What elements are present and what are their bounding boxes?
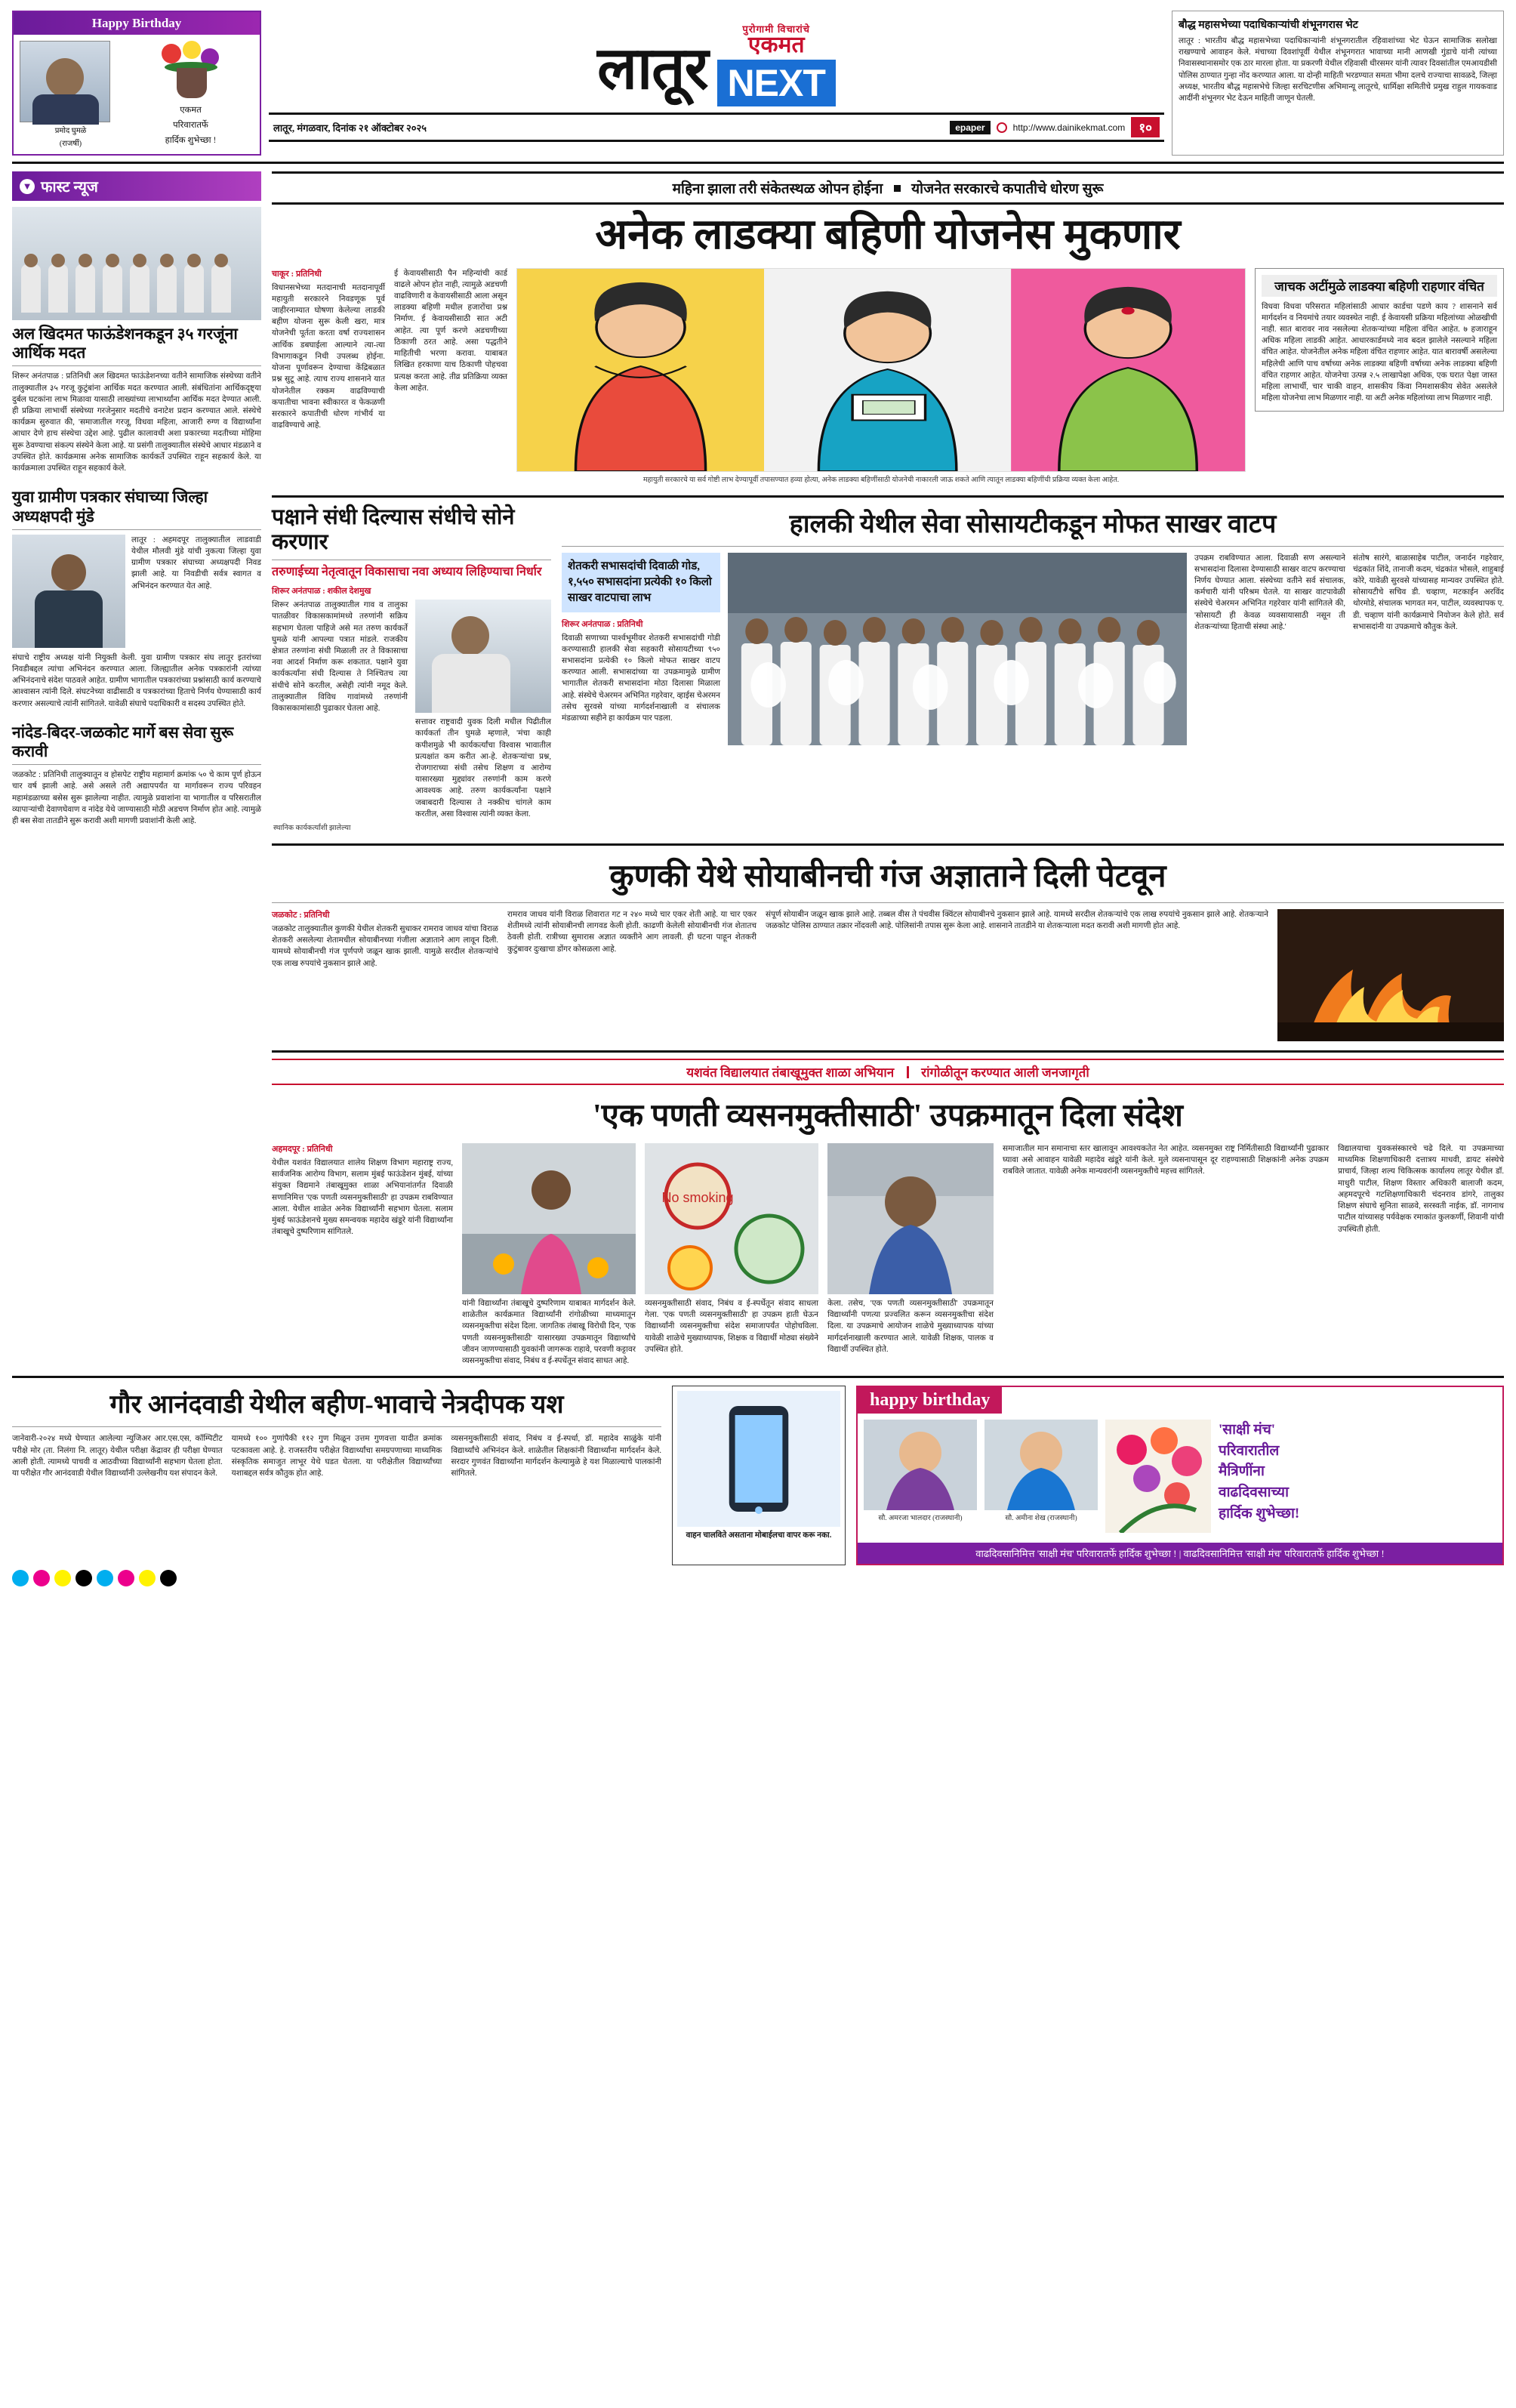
sidebar-body-2: जळकोट : प्रतिनिधी तालुक्यातून व होसपेट राष्ट्रीय महामार्ग क्रमांक ५० चे काम पूर्ण होऊन चार वर्ष झाली आहे. असे असले तरी अद्यापपर्यंत या मार्गावरून राज्य परिवहन महामंडळाच्या बसेस सुरू झालेल्या नाहीत. त्यामुळे प्रवाशांना या भागातील व परिसरातील व्यापाऱ्यांची देवाणघेवाण व नांदेड येथे जाण्यासाठी मोठी अडचण निर्माण होत आहे. त्यामुळे ही बस सेवा तातडीने सुरू करावी अशी मागणी प्रवाशांनी केली आहे. [12,771,261,826]
story-vyasan-headline: 'एक पणती व्यसनमुक्तीसाठी' उपक्रमातून दिला संदेश [593,1099,1183,1134]
story-party [272,505,551,834]
top-right-body: लातूर : भारतीय बौद्ध महासभेच्या पदाधिकाऱ्यांनी शंभूनगरातील रहिवाशांच्या भेट घेऊन सामाजिक सलोखा राखण्याचे आवाहन केले. मंचाच्या दिवशांपूर्वी येथील शंभूनगरात भावाच्या मानी आणखी गुंडाचे यांनी त्यांच्या निवासस्थानासमोर एक ठार मारला होता. या प्रकरणी येथील रहिवासी धीरसमर यांनी त्यावर दिवसांतील एमआयडीसी पोलिस ठाण्यात गुन्हा नोंद करण्यात आला. या दोन्ही माहिती भरडण्यात समता भीमा दलचे राज्याचा सावळदे, जिल्हा अध्यक्ष, भारतीय बौद्ध महासभेचे जिल्हा सरचिटणीस अभिमान्यू लातूरचे, धार्मिक्षा समितीचे प्रमुख राहुल गायकवाड आदींनी शंभूनगर भेट देऊन माहिती जाणून घेतली. [1179,37,1497,103]
registration-dot [75,1570,92,1586]
bottom-hb-title: happy birthday [858,1387,1002,1414]
registration-dot [139,1570,156,1586]
website-url[interactable]: http://www.dainikekmat.com [1012,122,1126,133]
top-right-story [1172,11,1504,156]
story-sugar-body-left: दिवाळी सणाच्या पार्श्वभूमीवर शेतकरी सभासदांची गोडी करण्यासाठी हालकी सेवा सहकारी सोसायटीच्या ९५० सभासदांना प्रत्येकी १० किलो मोफत साखर वाटप करण्यात आली. सभासदांच्या या उपक्रमामुळे ग्रामीण भागातील शेतकरी सभासदांना मोठा दिलासा मिळाला आहे. संस्थेचे चेअरमन अभिनित गहरेवार, व्हाईस चेअरमन तसेच सुरवसे यांच्या मार्गदर्शनाखाली व संचालक मंडळाच्या सहीने हा कार्यक्रम पार पडला. [562,634,720,723]
story-vyasan-strap-right: रांगोळीतून करण्यात आली जनजागृती [921,1065,1089,1081]
page-number: १० [1131,117,1160,137]
story-party-subhead: तरुणाईच्या नेतृत्वातून विकासाचा नवा अध्याय लिहिण्याचा निर्धार [272,566,542,579]
story-sugar-blue-panel: शेतकरी सभासदांची दिवाळी गोड, १,५५० सभासदांना प्रत्येकी १० किलो साखर वाटपाचा लाभ [562,553,720,612]
paper-title: लातूर [597,35,708,101]
paper-tagline-big: एकमत [747,32,805,57]
registration-dot [54,1570,71,1586]
story-soybean-body-right: संपूर्ण सोयाबीन जळून खाक झाले आहे. तब्बल वीस ते पंचवीस क्विंटल सोयाबीनचे नुकसान झाले आहे. यामध्ये सरदील शेतकऱ्यांचे एक लाख रुपयांचे नुकसान झाले आहे. शेतकऱ्याने जळकोट पोलिस ठाण्यात तक्रार नोंदवली आहे. पोलिसांनी तपास सुरू केला आहे. शासनाने तातडीने या शेतकऱ्याला मदत करावी अशी मागणी होत आहे. [766,911,1268,931]
story-party-photo [415,600,551,713]
bottom-hb-photo-1 [864,1420,977,1510]
lead-headline: अनेक लाडक्या बहिणी योजनेस मुकणार [595,211,1181,258]
birthday-wish-line2: परिवारातर्फे [173,121,208,131]
lead-topline [272,171,1504,205]
bottom-hb-line-2: मैत्रिणींना [1219,1463,1265,1480]
lead-col1: विधानसभेच्या मतदानाची मतदानापूर्वी महायुती सरकारने निवडणूक पूर्व जाहीरनाम्यात घोषणा केलेल्या लाडकी बहीण योजना सुरू केली खरा, मात्र योजनेची पूर्तता करता वर्षा राज्यशासन आर्थिक डबघाईला आल्याने त्या-त्या विभागाकडून निधी उपलब्ध होईना. योजना पूर्णावरून देण्याचा केंद्रिबळात प्रश्न सुटू आहे. त्याच राज्य शासनाने यात योजनेतील रक्कम वाढविण्याची कपातीचा भावना स्वीकारत व फेकळणी सरकारने कपातीची धोरण गांभीर्य या वाढविण्याचे आहे. [272,283,385,430]
happy-birthday-title: Happy Birthday [14,12,260,35]
story-vyasan-photo-3 [827,1143,994,1294]
lead-illustration [516,268,1246,472]
lead-illustration-caption: महायुती सरकारचे या सर्व गोष्टी लाभ देण्यापूर्वी तपासण्यात हव्या होत्या, अनेक लाडक्या बहिणींसाठी योजनेची नाकारली जाऊ शकते आणि त्यातून लाडक्या बहिणींची प्रक्रिया व्यक्त केला आहेत. [642,476,1120,484]
sidebar-byline-1: लातूर : अहमदपूर तालुक्यातील लाडवाडी येथील मौलवी मुंडे यांची नुकत्या जिल्हा युवा ग्रामीण पत्रकार संघाच्या अध्यक्षपदी निवड झाली आहे. या निवडीची सर्वत्र स्वागत व अभिनंदन करण्यात येत आहे. [131,535,261,590]
story-party-body-right: सत्तावर राष्ट्रवादी युवक दिली मधील पिढीतील कार्यकर्ता तीन घुमळे म्हणाले, 'मंचा काही कपीशमुळे भी कार्यकर्त्यांचा विश्वास भावातील प्रत्यक्षांत कम करीत आ-हे. शेतकऱ्यांचा प्रश्न, रोजगाराच्या संधी तसेच शिक्षण व आरोग्य यासारख्या मुद्द्यांवर तरुणांनी काम करणे आवश्यक आहे. तरुण कार्यकर्त्यांना पक्षाने जबाबदारी दिल्यास ते नक्कीच चांगले काम करतील, असा विश्वास त्यांनी व्यक्त केला. [415,718,551,819]
fast-news-sidebar [12,171,261,1367]
registration-dot [118,1570,134,1586]
story-bottom-body-mid: यामध्ये १०० गुणांपैकी ११२ गुण मिळून उत्तम गुणवत्ता यादीत क्रमांक पटकावला आहे. हे. राजस्तरीय परीक्षेत विद्यार्थ्यांचा समग्रपणाच्या माध्यमिक संस्कृतिक समाजुत लाभूर येथे घडत घेतला. या परीक्षेतील विद्यार्थ्यांच्या यशाबद्दल सर्वत्र कौतुक होत आहे. [231,1435,442,1478]
lead-col2: ई केवायसीसाठी पैन महिन्यांची कार्ड वाढले ओपन होत नाही, त्यामुळे अडचणी वाढविणारी व केवायसीसाठी आला असून लाडक्या बहिणी मधील हजारोंचा प्रश्न निर्माण. ई केवायसीसाठी सात अटी आहेत. त्या पूर्ण करणे अडचणीच्या ठिकाणी ठरत आहे. असा पद्धतीने माहितीची भरणा करावा. याबाबत लिखित हरकाणा याच ठिकाणी पोहचवा प्रत्यक्ष करता आहे. तीव्र प्रतिक्रिया व्यक्त केला आहेत. [394,269,507,393]
bottom-hb-footer: वाढदिवसानिमित्त 'साक्षी मंच' परिवारातर्फे हार्दिक शुभेच्छा ! | वाढदिवसानिमित्त 'साक्षी मंच' परिवारातर्फे हार्दिक शुभेच्छा ! [858,1543,1502,1564]
lead-side-box-body: विधवा विधवा परिसरात महिलांसाठी आधार कार्डचा पडणे काय ? शासनाने सर्व मार्गदर्शन व नियमांचे तयार व्यवस्थेत नाही. ई केवायसी प्रक्रिया महिलांच्या ओळखीची नाही. सात बारावर नाव नसलेल्या शेतकऱ्यांच्या महिला वंचित आहेत. ७ हजाराहून अधिक महिला लाडकी आहेत. आधारकार्डमध्ये नाव बदल झालेले नसल्याने महिला वंचित आहेत. योजनेतील अनेक महिला वंचित राहणार आहेत. यात बारावर्षी असलेल्या महिलेची आणि पाच वर्षाच्या अनेक लाडक्या बहिणी वर्षाच्या अनेक लाडक्या बहिणी वंचित राहणार आहेत. योजनेचा उत्पन्न २.५ लाखापेक्षा अधिक, एक घरात पेक्षा जास्त महिला लाभार्थी, चार चाकी वाहन, शासकीय किंवा निमशासकीय सेवेत असलेले महिला योजनेचा लाभ मिळणार नाही. या अटी अनेक महिलांच्या लाभ मिळणार नाही. [1262,302,1497,403]
globe-icon [997,122,1007,133]
registration-dot [160,1570,177,1586]
strap-divider [907,1066,909,1078]
sidebar-item-2[interactable] [12,719,261,827]
birthday-person-name: प्रमोद घुमळे [54,127,87,135]
paper-tagline-small: पुरोगामी विचारांचे [742,23,811,35]
ad-mobile-text: वाहन चालविते असताना मोबाईलचा वापर करू नका. [686,1531,832,1540]
story-vyasan-col2: यांनी विद्यार्थ्यांना तंबाखूचे दुष्परिणाम याबाबत मार्गदर्शन केले. शाळेतील कार्यक्रमात विद्यार्थ्यांनी रांगोळीच्या माध्यमातून व्यसनमुक्तीचा संदेश दिला. जागतिक तंबाखू विरोधी दिन, 'एक पणती व्यसनमुक्तीसाठी' यासारख्या उपक्रमातून विद्यार्थ्यांचे जीवन जाणण्यासाठी युवकांनी जागरूक राहावे, परवणी कट्टावर व्यसनमुक्तीचा संवाद, निबंध व ई-स्पर्धेतून संवाद साधत आहे. [462,1300,636,1366]
bottom-hb-line-3: वाढदिवसाच्या [1219,1485,1289,1500]
lead-side-box-title: जाचक अटींमुळे लाडक्या बहिणी राहणार वंचित [1262,275,1497,297]
story-vyasan-photo-1 [462,1143,636,1294]
story-vyasan-col1: येथील यशवंत विद्यालयात शालेय शिक्षण विभाग महाराष्ट्र राज्य, सार्वजनिक आरोग्य विभाग, सलाम मुंबई फाऊंडेशन मुंबई, यांच्या संयुक्त विद्यमाने तंबाखूमुक्त शाळा अभियानांतर्गत दिवाळी सणानिमित्त 'एक पणती व्यसनमुक्तीसाठी' हा उपक्रम राबविण्यात आला. येथील शाळेत अनेक विद्यार्थ्यांनी सहभाग घेतला. सलाम मुंबई फाऊंडेशनचे मुख्य समन्वयक महादेव खंडूरे यांनी विद्यार्थ्यांना तंबाखूचे दुष्परिणाम सांगितले. [272,1159,453,1237]
masthead-center [269,11,1164,156]
birthday-wish-line1: एकमत [180,106,202,115]
lead-topline-left: महिना झाला तरी संकेतस्थळ ओपन होईना [672,181,883,197]
story-bottom-headline: गौर आनंदवाडी येथील बहीण-भावाचे नेत्रदीपक यश [109,1391,564,1420]
story-soybean-body-left: जळकोट तालुक्यातील कुणकी येथील शेतकरी सुधाकर रामराव जाधव यांचा विराळ शेतकरी असलेल्या शेतामधील सोयाबीनच्या गंजीला अज्ञाताने आग लावून दिली. यामध्ये सोयाबीनची गंज पूर्णपणे जळून खाक झाली. यामुळे सरदील शेतकऱ्यांचे एक लाख रुपयांचे नुकसान झाले आहे. [272,925,498,968]
sidebar-headline-1: युवा ग्रामीण पत्रकार संघाच्या जिल्हा अध्यक्षपदी मुंडे [12,488,208,526]
bottom-band [12,1386,1504,1565]
registration-dot [12,1570,29,1586]
story-vyasan-byline: अहमदपूर : प्रतिनिधी [272,1145,333,1155]
story-bottom-body-right: व्यसनमुक्तीसाठी संवाद, निबंध व ई-स्पर्धा, डॉ. महादेव साळुंके यांनी विद्यार्थ्यांचे अभिनंदन केले. शाळेतील शिक्षकांनी विद्यार्थ्यांना मार्गदर्शन केले. सरदार गुणवंत विद्यार्थ्यांना मार्गदर्शन केल्यामुळे हे यश मिळाल्याचे पालकांनी सांगितले. [451,1435,662,1478]
story-vyasan-col6: विद्यालयाचा युवकसंस्कारचे चढे दिले. या उपक्रमाच्या माध्यमिक शिक्षणाधिकारी दत्तात्रय माधवी, डायट संस्थेचे प्राचार्य, जिल्हा शल्य चिकित्सक कार्यालय लातूर येथील डॉ. माधुरी पाटील, शिक्षण विस्तार अधिकारी बालाजी कदम, अहमदपूरचे गटशिक्षणाधिकारी चंदनराव डांगरे, तालुका शिक्षण संघाचे सुनिता साळवे, सरस्वती नाईक, डॉ. नागनाथ पाटील यांच्यासह पर्यवेक्षक रमाकांत कुलकर्णी, शिवानी यांची उपस्थिती होती. [1338,1145,1504,1234]
sidebar-photo-1 [12,535,125,648]
story-soybean-body-mid: रामराव जाधव यांनी विराळ शिवारात गट न २४० मध्ये चार एकर शेती आहे. या चार एकर शेतीमध्ये त्यांनी सोयाबीनची लागवड केली होती. काढणी केलेली सोयाबीनची गंज शेतातच ठेवली होती. रात्रीच्या सुमारास अज्ञात व्यक्तीने आग लावली. ही घटना पाहून शेतकरी कुटुंबावर दुःखाचा डोंगर कोसळला आहे. [507,911,756,954]
story-vyasan-col5: समाजातील मान समानाचा स्तर खालावून आवश्यकतेत नेत आहेत. व्यसनमुक्त राष्ट्र निर्मितीसाठी विद्यार्थ्यांनी पुढाकार घ्यावा असे आवाहन यावेळी महादेव खंडूरे यांनी केले. मुले व्यसनापासून दूर राहण्यासाठी शिक्षकांनी अनेक उपक्रम राबविले जातात. यावेळी अनेक मान्यवरांनी व्यसनमुक्तीचे महत्त्व सांगितले. [1003,1145,1329,1176]
sidebar-body-0: शिरूर अनंतपाळ : प्रतिनिधी अल खिदमत फाऊंडेशनच्या वतीने सामाजिक संस्थेच्या वतीने तालुक्यातील ३५ गरजू कुटुंबांना आर्थिक मदत करण्यात आली. संबंधितांना आर्थिकदृष्ट्या दुर्बल घटकांना लाभ मिळावा यासाठी लाख्यांच्या लाभार्थ्यांना आर्थिक मदत देण्यात आली. ही प्रक्रिया लाभार्थी संस्थेच्या गरजेनुसार मदतीचे वनाटेश प्रदान करण्यात आले. संस्थेचे कार्यक्रम सुरुवात की, 'समाजातील गरजू, विधवा महिला, आजारी रुग्ण व विद्यार्थ्यांना आधार देणे हाच संस्थेचा उद्देश आहे. पुढील कालावधी अशा प्रकारच्या मदतीच्या मोहिमा सुरू ठेवण्याचा संकल्प संस्थेने केला आहे. या प्रसंगी तालुक्यातील संस्थेचे आधार मंडळाने व उपस्थित होते. कार्यक्रमास अनेक सामाजिक कार्यकर्ते उपस्थित राहून सहकार्य केले. या कार्यक्रमाला उपस्थित राहून सहकार्य केले. [12,372,261,473]
lead-side-box [1255,268,1504,412]
bottom-hb-photo-2 [984,1420,1098,1510]
happy-birthday-box [12,11,261,156]
story-soybean-photo [1277,909,1504,1041]
story-soybean-byline: जळकोट : प्रतिनिधी [272,911,330,920]
chevron-down-icon: ▼ [20,179,35,194]
story-soybean-headline: कुणकी येथे सोयाबीनची गंज अज्ञाताने दिली पेटवून [609,859,1166,895]
second-band [272,505,1504,834]
sidebar-body-1: संघाचे राष्ट्रीय अध्यक्ष यांनी नियुक्ती केली. युवा ग्रामीण पत्रकार संघ लातूर इतरांच्या निवडीबद्दल त्यांचा अभिनंदन करण्यात आला. जिल्ह्यातील अनेक पत्रकारांनी त्यांच्या अभिनंदनाचे संदेश पाठवले आहेत. ग्रामीण भागातील पत्रकारांच्या प्रश्नांसाठी कार्य करण्याचे आश्वासन त्यांनी दिले. संघटनेच्या वाढीसाठी व पत्रकारांच्या हिताचे निर्णय घेण्यासाठी कार्य करणार असल्याचे त्यांनी सांगितले. यावेळी संघाचे पदाधिकारी व सदस्य उपस्थित होते. [12,653,261,708]
sidebar-item-0[interactable] [12,207,261,474]
story-vyasan-strap-left: यशवंत विद्यालयात तंबाखूमुक्त शाळा अभियान [686,1065,895,1081]
birthday-person-photo [20,41,110,122]
bottom-hb-line-1: परिवारातील [1219,1442,1280,1459]
registration-dot [97,1570,113,1586]
masthead-strip [12,11,1504,156]
sidebar-headline-0: अल खिदमत फाऊंडेशनकडून ३५ गरजूंना आर्थिक मदत [12,325,238,362]
bottom-happy-birthday [856,1386,1504,1565]
sidebar-headline-2: नांदेड-बिदर-जळकोट मार्गे बस सेवा सुरू करावी [12,723,234,760]
cmyk-registration-marks [12,1565,1504,1591]
flower-bouquet-icon [157,41,225,101]
story-sugar-body-right: संतोष सारंगे, बाळासाहेब पाटील, जनार्दन गहरेवार, चंद्रकांत शिंदे, तानाजी कदम, चंद्रकांत भोसले, शाहुबाई कोरे, यावेळी सुरवसे यांच्यासह मान्यवर उपस्थित होते. सोसायटीचे सचिव डी. चव्हाण, मटकाईन अरविंद थोरमोडे, संचालक भागवत मन, पाटील, व्यवस्थापक ए. डी. चव्हाण यांनी कार्यक्रमाचे नियोजन केले होते. सर्व सभासदांनी या उपक्रमाचे कौतुक केले. [1353,553,1504,631]
ad-mobile[interactable] [672,1386,846,1565]
lead-content [272,268,1504,486]
story-vyasan-strap [272,1059,1504,1085]
story-sugar [562,505,1504,834]
story-party-byline: शिरूर अनंतपाळ : शकील देशमुख [272,587,371,597]
sidebar-photo-0 [12,207,261,320]
registration-dot [33,1570,50,1586]
bottom-hb-line-4: हार्दिक शुभेच्छा! [1219,1505,1300,1522]
next-logo: NEXT [717,60,836,106]
story-sugar-photo [728,553,1187,745]
main-column [272,171,1504,1367]
bottom-hb-person-2: सौ. अमीना शेख (राजस्थानी) [1005,1515,1077,1523]
dateline: लातूर, मंगळवार, दिनांक २१ ऑक्टोबर २०२५ [273,122,427,134]
fast-news-header [12,171,261,201]
story-vyasan [272,1059,1504,1367]
story-soybean [272,853,1504,1041]
story-party-body-left: शिरूर अनंतपाळ तालुक्यातील गाव व तालुका पातळीवर विकासकामांमध्ये तरुणांनी सक्रिय सहभाग घेतला पाहिजे असे मत तरुण कार्यकर्ते घुमळे यांनी आपल्या पत्रात मांडले. राजकीय क्षेत्रात तरुणांना संधी मिळाली तर ते विकासाचा नवा आदर्श निर्माण करू शकतात. पक्षाने युवा कार्यकर्त्यांना संधी दिल्यास ते निश्चितच त्या संधीचे सोने करतील, असेही त्यांनी नमूद केले. तालुक्यातील विविध गावांमध्ये तरुणांनी विकासकामांसाठी पुढाकार घेतला आहे. [272,601,408,714]
fast-news-title: फास्ट न्यूज [41,179,98,196]
bottom-hb-flowers [1105,1420,1211,1537]
story-vyasan-col4: केला. तसेच, 'एक पणती व्यसनमुक्तीसाठी' उपक्रमातून विद्यार्थ्यांनी पणत्या प्रज्वलित करून व्यसनमुक्तीचा संदेश दिला. या उपक्रमाचे आयोजन शाळेचे मुख्याध्यापक यांच्या मार्गदर्शनाखाली करण्यात आले. यावेळी शिक्षक, पालक व विद्यार्थी उपस्थित होते. [827,1300,994,1354]
svg-text:No smoking: No smoking [661,1190,734,1206]
main-body [12,171,1504,1367]
sidebar-item-1[interactable] [12,483,261,709]
lead-byline: चाकूर : प्रतिनिधी [272,269,322,279]
story-bottom-body-left: जानेवारी-२०२४ मध्ये घेण्यात आलेल्या न्युजिअर आर.एस.एस, कॉम्पिटीट परीक्षे मोर (ता. निलंगा नि. लातूर) येथील परीक्षा केंद्रावर ही परीक्षा घेण्यात आली होती. त्यामध्ये पाचवी व आठवीच्या विद्यार्थ्यांनी सहभाग घेतला होता. या परीक्षेत गौर आनंदवाडी येथील विद्यार्थ्यांनी उल्लेखनीय यश संपादन केले. [12,1435,223,1478]
story-sugar-byline: शिरूर अनंतपाळ : प्रतिनिधी [562,619,643,629]
separator-square [894,185,901,192]
story-party-caption: स्थानिक कार्यकर्त्यांशी झालेल्या [273,825,351,833]
birthday-person-sub: (राजर्षी) [59,140,82,148]
story-sugar-headline: हालकी येथील सेवा सोसायटीकडून मोफत साखर वाटप [789,510,1277,538]
story-party-headline: पक्षाने संधी दिल्यास संधीचे सोने करणार [272,504,515,554]
top-right-headline: बौद्ध महासभेच्या पदाधिकाऱ्यांची शंभूनगरास भेट [1179,20,1358,31]
story-sugar-body-mid: उपक्रम राबविण्यात आला. दिवाळी सण असल्याने सभासदांना दिलासा देण्यासाठी साखर वाटप करण्याचा निर्णय घेण्यात आला. संस्थेच्या वतीने सर्व संचालक, कर्मचारी यांनी परिश्रम घेतले. या साखर वाटपावेळी संस्थेचे चेअरमन अभिनित गहरेवार यांनी सांगितले की, 'सोसायटी ही केवळ व्यवसायासाठी नसून ती शेतकऱ्यांच्या हिताची संस्था आहे.' [1194,553,1345,631]
story-vyasan-photo-2 [645,1143,818,1294]
story-bottom [12,1386,661,1565]
birthday-wish-line3: हार्दिक शुभेच्छा ! [165,136,217,146]
story-vyasan-col3: व्यसनमुक्तीसाठी संवाद, निबंध व ई-स्पर्धेतून संवाद साधला गेला. 'एक पणती व्यसनमुक्तीसाठी' हा उपक्रम हाती घेऊन विद्यार्थ्यांनी व्यसनमुक्तीचा संदेश समाजापर्यंत पोहोचविला. यावेळी शाळेचे मुख्याध्यापक, शिक्षक व विद्यार्थी मोठ्या संख्येने उपस्थित होते. [645,1300,818,1354]
lead-topline-right: योजनेत सरकारचे कपातीचे धोरण सुरू [911,181,1104,197]
bottom-hb-person-1: सौ. अमरजा भालदार (राजस्थानी) [878,1515,963,1523]
epaper-label[interactable]: epaper [950,121,990,134]
bottom-hb-line-0: 'साक्षी मंच' [1219,1422,1276,1438]
